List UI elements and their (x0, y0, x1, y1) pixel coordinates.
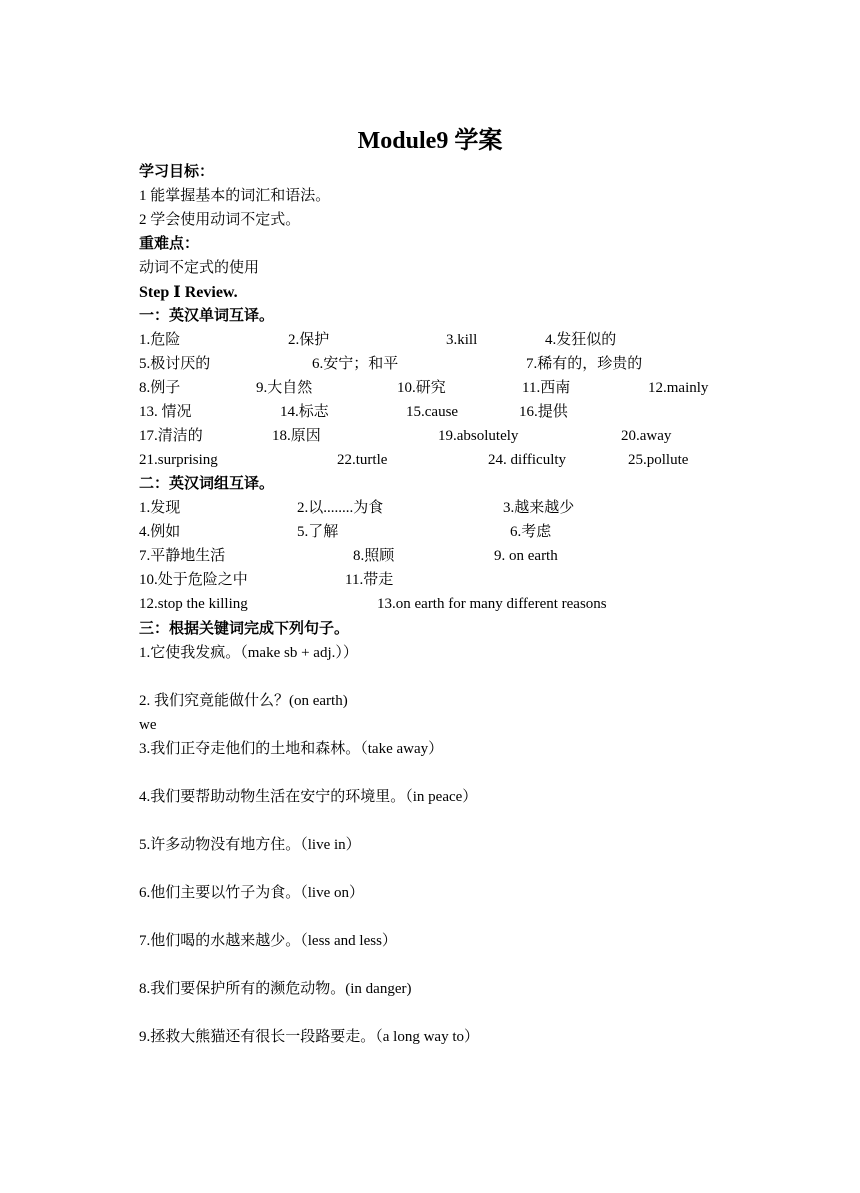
word-item: 3.kill (446, 332, 478, 348)
sentence-item: 9.拯救大熊猫还有很长一段路要走。（a long way to） (139, 1029, 479, 1045)
word-item: 18.原因 (272, 428, 321, 444)
phrase-item: 7.平静地生活 (139, 548, 226, 564)
phrase-item: 12.stop the killing (139, 596, 248, 612)
step-heading: Step Ⅰ Review. (139, 284, 238, 301)
objective-item: 1 能掌握基本的词汇和语法。 (139, 188, 331, 204)
page-title: Module9 学案 (357, 128, 503, 154)
phrase-item: 3.越来越少 (503, 500, 575, 516)
sentence-item: 1.它使我发疯。（make sb + adj.）） (139, 645, 358, 661)
word-item: 20.away (621, 428, 672, 444)
phrase-row (139, 594, 739, 614)
word-item: 24. difficulty (488, 452, 567, 468)
word-item: 21.surprising (139, 452, 218, 468)
word-item: 25.pollute (628, 452, 689, 468)
phrase-item: 9. on earth (494, 548, 558, 564)
phrase-item: 5.了解 (297, 524, 339, 540)
sentence-item: 4.我们要帮助动物生活在安宁的环境里。（in peace） (139, 789, 478, 805)
phrase-row (139, 570, 739, 590)
section1-heading: 一：英汉单词互译。 (139, 308, 275, 324)
sentence-item: 5.许多动物没有地方住。（live in） (139, 837, 361, 853)
word-row (139, 330, 739, 350)
sentence-item: 6.他们主要以竹子为食。（live on） (139, 885, 364, 901)
word-item: 9.大自然 (256, 380, 313, 396)
section2-heading: 二：英汉词组互译。 (139, 476, 275, 492)
phrase-item: 4.例如 (139, 524, 181, 540)
word-item: 19.absolutely (438, 428, 519, 444)
objectives-heading: 学习目标： (139, 164, 215, 180)
phrase-row (139, 498, 739, 518)
word-item: 8.例子 (139, 380, 181, 396)
word-item: 2.保护 (288, 332, 330, 348)
sentence-item: 3.我们正夺走他们的土地和森林。（take away） (139, 741, 444, 757)
word-item: 13. 情况 (139, 404, 192, 420)
word-item: 1.危险 (139, 332, 181, 348)
sentence-item: 7.他们喝的水越来越少。（less and less） (139, 933, 397, 949)
word-row (139, 402, 739, 422)
word-item: 6.安宁；和平 (312, 356, 399, 372)
word-item: 10.研究 (397, 380, 446, 396)
word-row (139, 450, 739, 470)
phrase-item: 2.以........为食 (297, 500, 384, 516)
word-item: 4.发狂似的 (545, 332, 617, 348)
word-row (139, 354, 739, 374)
word-item: 12.mainly (648, 380, 709, 396)
word-item: 5.极讨厌的 (139, 356, 211, 372)
phrase-item: 13.on earth for many different reasons (377, 596, 607, 612)
word-item: 15.cause (406, 404, 459, 420)
word-item: 7.稀有的，珍贵的 (526, 356, 643, 372)
key-points-heading: 重难点： (139, 236, 200, 252)
section3-heading: 三：根据关键词完成下列句子。 (139, 621, 350, 637)
sentence-item: 2. 我们究竟能做什么？(on earth) (139, 693, 348, 709)
phrase-item: 6.考虑 (510, 524, 552, 540)
word-item: 22.turtle (337, 452, 388, 468)
answer-start-text: we (139, 717, 157, 733)
key-points-text: 动词不定式的使用 (139, 260, 260, 276)
phrase-item: 10.处于危险之中 (139, 572, 248, 588)
word-item: 11.西南 (522, 380, 571, 396)
phrase-row (139, 522, 739, 542)
word-row (139, 426, 739, 446)
sentence-item: 8.我们要保护所有的濒危动物。(in danger) (139, 981, 412, 997)
phrase-item: 8.照顾 (353, 548, 395, 564)
phrase-item: 11.带走 (345, 572, 394, 588)
objective-item: 2 学会使用动词不定式。 (139, 212, 301, 228)
word-item: 16.提供 (519, 404, 568, 420)
word-item: 17.清洁的 (139, 428, 203, 444)
phrase-item: 1.发现 (139, 500, 181, 516)
word-item: 14.标志 (280, 404, 329, 420)
word-row (139, 378, 739, 398)
phrase-row (139, 546, 739, 566)
